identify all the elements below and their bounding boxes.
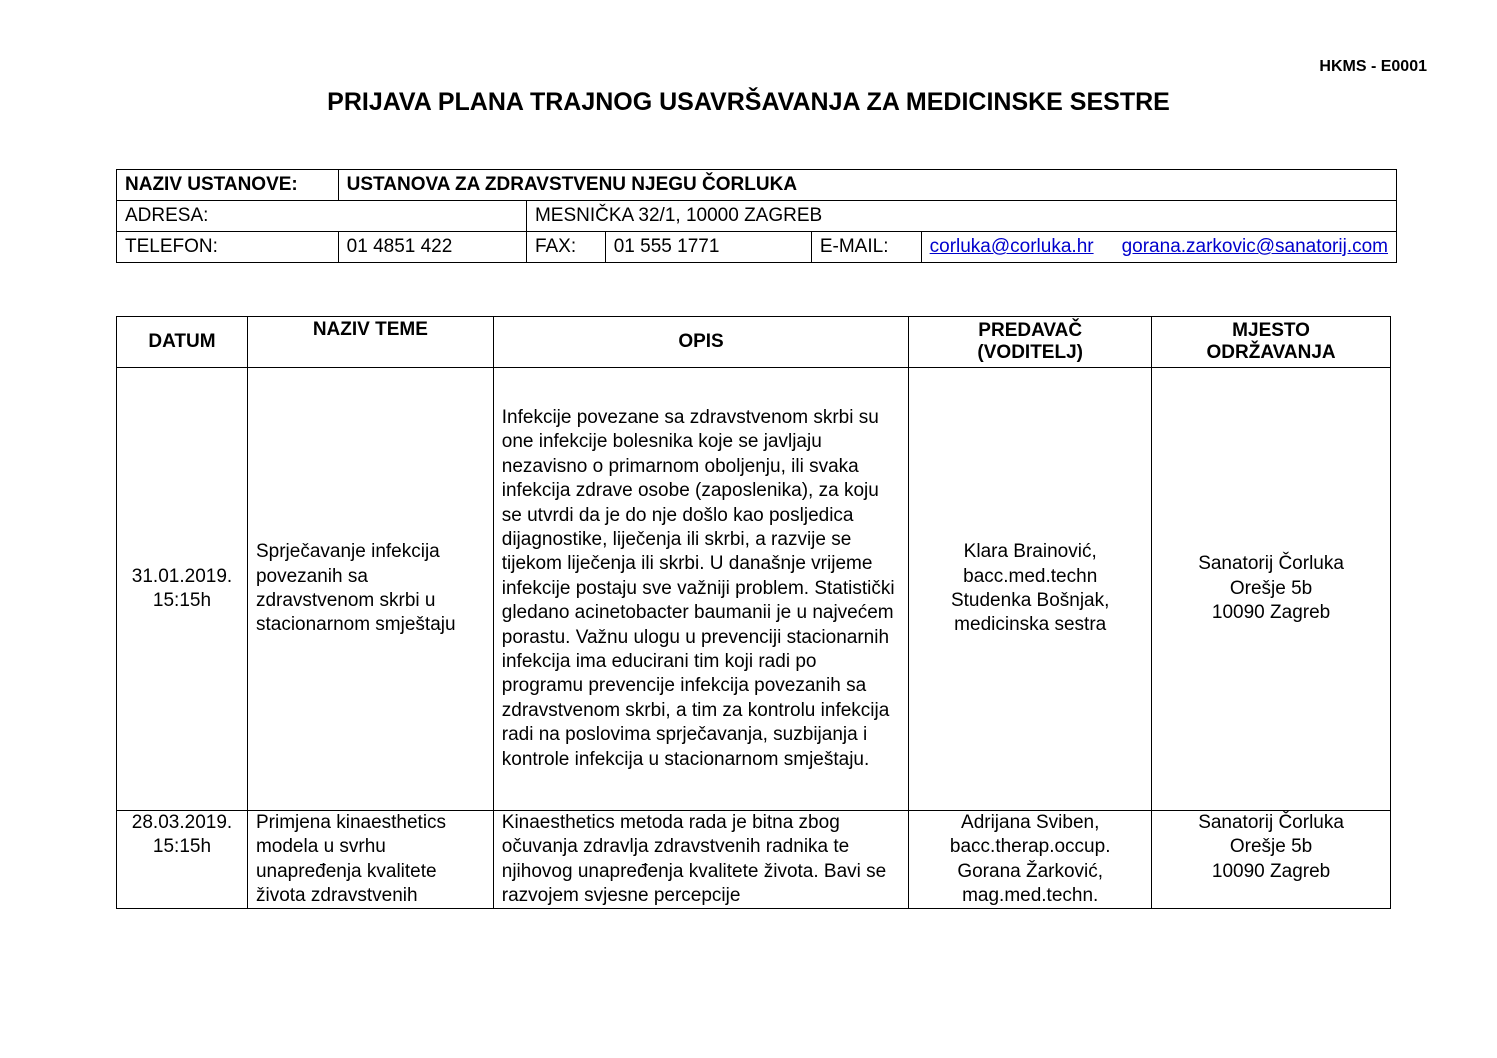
row-location: Sanatorij Čorluka Orešje 5b 10090 Zagreb xyxy=(1198,812,1344,882)
email-values xyxy=(921,232,1396,263)
institution-name-value: USTANOVA ZA ZDRAVSTVENU NJEGU ČORLUKA xyxy=(338,170,1396,201)
row-description: Infekcije povezane sa zdravstvenom skrbi su one infekcije bolesnika koje se javljaju nezavisno o primarnom oboljenju, ili svaka infekcija zdrave osobe (zaposlenika), za koju se utvrdi da je do nje došlo kao posljedica dijagnostike, liječenja ili skrbi, a razvije se tijekom liječenja ili skrbi. U današnje vrijeme infekcije postaju sve važniji problem. Statistički gledano acinetobacter baumanii je u najvećem porastu. Važnu ulogu u prevenciji stacionarnih infekcija ima educirani tim koji radi po programu prevencije infekcija povezanih sa zdravstvenom skrbi, a tim za kontrolu infekcija radi na poslovima sprječavanja, suzbijanja i kontrole infekcija u stacionarnom smještaju. xyxy=(493,368,909,811)
email-link-1[interactable]: corluka@corluka.hr xyxy=(929,236,1094,257)
table-row xyxy=(117,811,1391,909)
email-link-2[interactable]: gorana.zarkovic@sanatorij.com xyxy=(1121,236,1388,257)
phone-label: TELEFON: xyxy=(117,232,339,263)
table-row xyxy=(117,368,1391,811)
row-lecturer: Adrijana Sviben, bacc.therap.occup. Gorana Žarković, mag.med.techn. xyxy=(949,812,1111,907)
page-title: PRIJAVA PLANA TRAJNOG USAVRŠAVANJA ZA MEDICINSKE SESTRE xyxy=(327,88,1170,116)
row-date: 28.03.2019. 15:15h xyxy=(131,812,233,858)
institution-name-row xyxy=(117,170,1397,201)
email-label: E-MAIL: xyxy=(811,232,921,263)
fax-label: FAX: xyxy=(526,232,605,263)
phone-value: 01 4851 422 xyxy=(338,232,526,263)
address-row xyxy=(117,201,1397,232)
training-plan-table xyxy=(116,316,1391,909)
contact-row xyxy=(117,232,1397,263)
col-header-location: MJESTO ODRŽAVANJA xyxy=(1152,317,1391,368)
fax-value: 01 555 1771 xyxy=(605,232,811,263)
row-topic: Primjena kinaesthetics modela u svrhu unapređenja kvalitete života zdravstvenih xyxy=(255,812,447,907)
col-header-topic: NAZIV TEME xyxy=(247,317,493,368)
institution-name-label: NAZIV USTANOVE: xyxy=(117,170,339,201)
col-header-lecturer: PREDAVAČ (VODITELJ) xyxy=(909,317,1152,368)
address-value: MESNIČKA 32/1, 10000 ZAGREB xyxy=(526,201,1396,232)
form-code: HKMS - E0001 xyxy=(1319,58,1427,75)
row-date: 31.01.2019. 15:15h xyxy=(117,368,248,811)
address-label: ADRESA: xyxy=(117,201,527,232)
row-lecturer: Klara Brainović, bacc.med.techn Studenka Bošnjak, medicinska sestra xyxy=(909,368,1152,811)
row-topic: Sprječavanje infekcija povezanih sa zdravstvenom skrbi u stacionarnom smještaju xyxy=(247,368,493,811)
row-description: Kinaesthetics metoda rada je bitna zbog očuvanja zdravlja zdravstvenih radnika te njihovog unapređenja kvalitete života. Bavi se razvojem svjesne percepcije xyxy=(501,812,887,907)
col-header-description: OPIS xyxy=(493,317,909,368)
institution-info-table xyxy=(116,169,1397,263)
row-location: Sanatorij Čorluka Orešje 5b 10090 Zagreb xyxy=(1152,368,1391,811)
table-header-row xyxy=(117,317,1391,368)
col-header-date: DATUM xyxy=(117,317,248,368)
